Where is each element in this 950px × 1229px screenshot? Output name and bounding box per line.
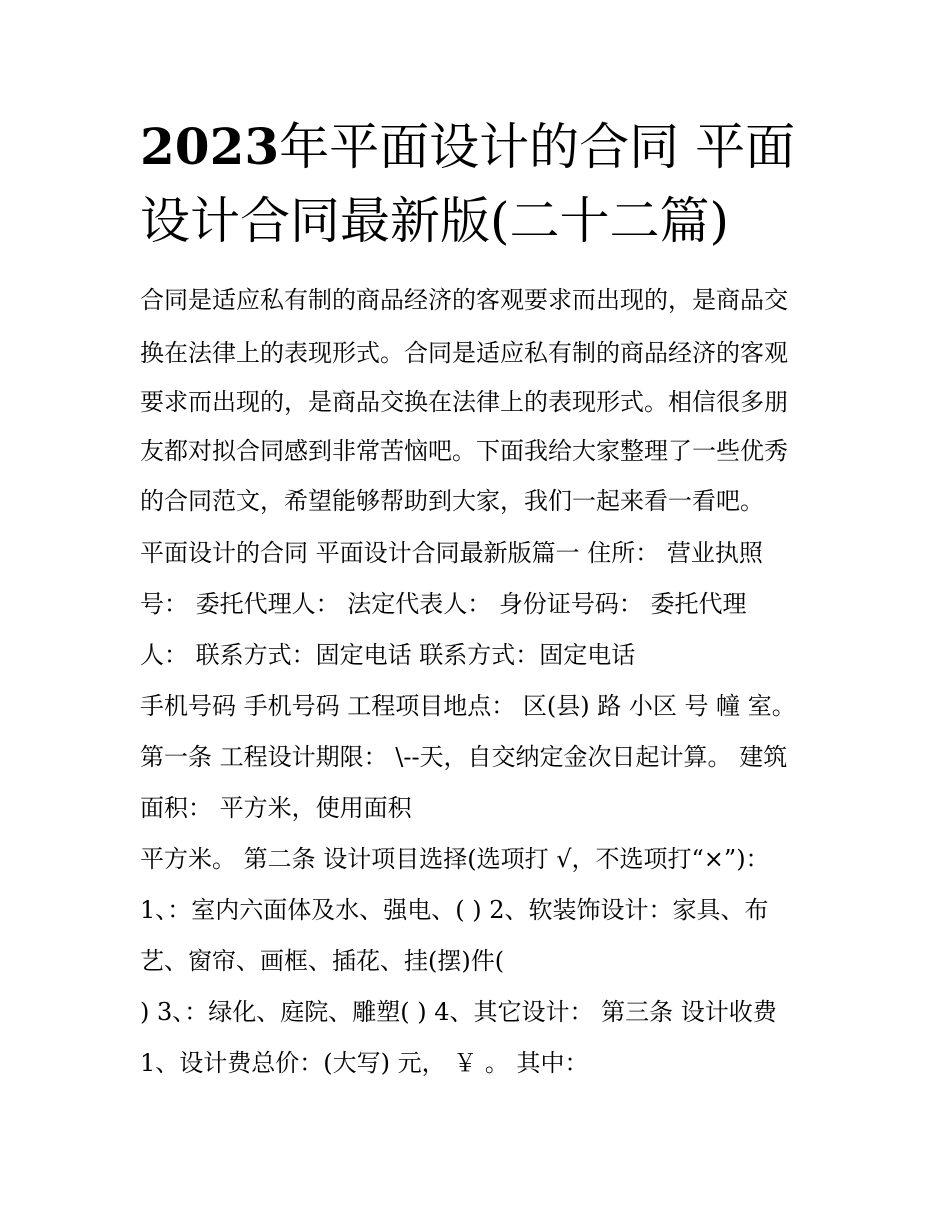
title-year: 2023 xyxy=(140,117,280,176)
document-title-line-2: 设计合同最新版(二十二篇) xyxy=(140,192,730,250)
document-title-line-1 xyxy=(140,110,820,184)
body-line-12: 平方米。 第二条 设计项目选择(选项打 √，不选项打“×”)： xyxy=(140,845,770,873)
body-line-10: 第一条 工程设计期限： \--天，自交纳定金次日起计算。 建筑 xyxy=(140,743,788,771)
body-line-3: 要求而出现的，是商品交换在法律上的表现形式。相信很多朋 xyxy=(140,388,788,416)
body-line-9: 手机号码 手机号码 工程项目地点： 区(县) 路 小区 号 幢 室。 xyxy=(140,692,796,720)
body-line-6: 平面设计的合同 平面设计合同最新版篇一 住所： 营业执照 xyxy=(140,539,763,567)
body-line-11: 面积： 平方米，使用面积 xyxy=(140,794,412,822)
body-line-14: 艺、窗帘、画框、插花、挂(摆)件( xyxy=(140,947,505,975)
body-line-5: 的合同范文，希望能够帮助到大家，我们一起来看一看吧。 xyxy=(140,487,764,515)
body-line-15: ) 3、：绿化、庭院、雕塑( ) 4、其它设计： 第三条 设计收费 xyxy=(140,998,777,1026)
body-line-2: 换在法律上的表现形式。合同是适应私有制的商品经济的客观 xyxy=(140,339,788,367)
body-line-16: 1、设计费总价：(大写) 元， ￥ 。 其中： xyxy=(140,1049,589,1077)
body-line-13: 1、：室内六面体及水、强电、( ) 2、软装饰设计：家具、布 xyxy=(140,896,769,924)
body-line-7: 号： 委托代理人： 法定代表人： 身份证号码： 委托代理 xyxy=(140,590,747,618)
body-line-1: 合同是适应私有制的商品经济的客观要求而出现的，是商品交 xyxy=(140,286,788,314)
body-line-8: 人： 联系方式：固定电话 联系方式：固定电话 xyxy=(140,641,636,669)
title-text-1: 年平面设计的合同 平面 xyxy=(279,118,796,176)
body-line-4: 友都对拟合同感到非常苦恼吧。下面我给大家整理了一些优秀 xyxy=(140,437,788,465)
